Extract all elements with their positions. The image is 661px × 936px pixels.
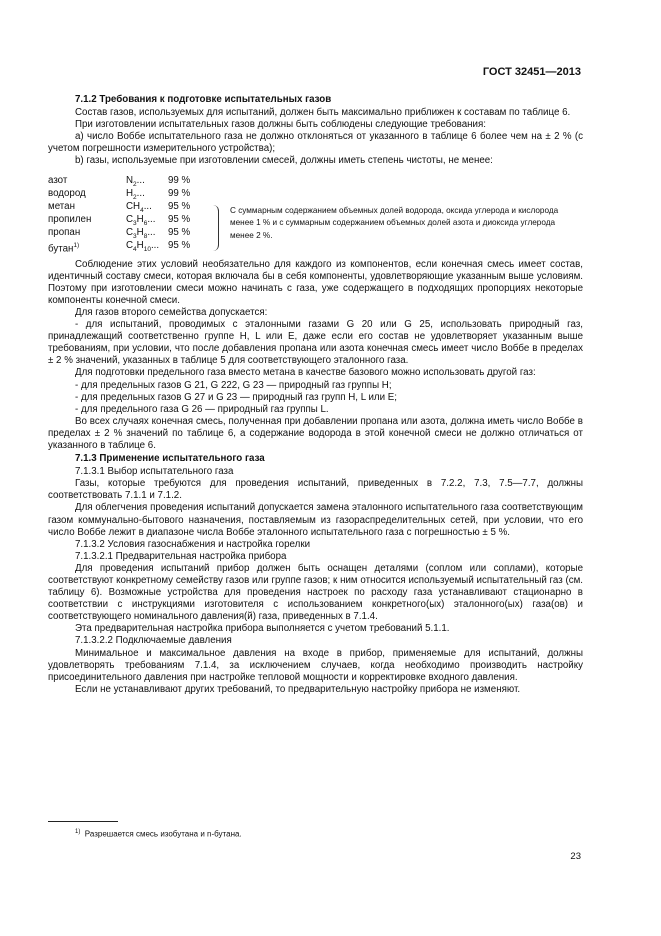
gas-formula: $N_2$... [126, 174, 145, 188]
paragraph: Минимальное и максимальное давления на входе в прибор, применяемые для испытаний, должны удовлетворять требованиям 7.1.4, за исключением случаев, когда необходимо производить настройку присоединительного давления при настройке тепловой мощности и корректировке входного давления. [48, 647, 583, 683]
page-number: 23 [570, 851, 581, 862]
gas-formula: $CH_4$... [126, 200, 152, 214]
paragraph: Эта предварительная настройка прибора выполняется с учетом требований 5.1.1. [75, 623, 450, 635]
subsection-heading-7-1-3-2-1: 7.1.3.2.1 Предварительная настройка прибора [75, 550, 287, 562]
paragraph: При изготовлении испытательных газов должны быть соблюдены следующие требования: [75, 119, 486, 131]
gas-name: пропан [48, 226, 81, 238]
gas-purity: 95 % [168, 226, 191, 238]
paragraph: Для проведения испытаний прибор должен быть оснащен деталями (соплом или соплами), которые соответствуют конкретному семейству газов или группе газов; к ним относится используемый испытательный газ (см. таблицу 6). Возможные устройства для проведения настроек по расходу газа устанавливают стационарно в соответствии с инструкциями изготовителя с использованием конкретного(ых) эталонного(ых) газа(ов) и соответствующего номинального давления(й) газа, приведенных в 7.1.4. [48, 562, 583, 623]
gas-purity: 99 % [168, 187, 191, 199]
paragraph: Если не устанавливают других требований, то предварительную настройку прибора не изменяют. [75, 683, 521, 695]
gas-name: водород [48, 187, 86, 199]
footnote-ref: 1) [73, 241, 80, 249]
gas-purity: 95 % [168, 239, 191, 251]
gas-formula: $C_4H_{10}$... [126, 239, 160, 253]
subsection-heading-7-1-3-2-2: 7.1.3.2.2 Подключаемые давления [75, 635, 232, 647]
gas-purity-list [48, 175, 583, 253]
subsection-heading-7-1-3-1: 7.1.3.1 Выбор испытательного газа [75, 466, 234, 478]
paragraph: Во всех случаях конечная смесь, полученная при добавлении пропана или азота, должна иметь число Воббе в пределах ± 2 % значений по таблице 6, а содержание водорода в этой конечной смеси не должно отличаться от указанного в таблице 6. [48, 415, 583, 451]
paragraph: Для облегчения проведения испытаний допускается замена эталонного испытательного газа соответствующим газом коммунально-бытового назначения, поставляемым из газораспределительных сетей, при условии, что его число Воббе лежит в диапазоне числа Воббе эталонного испытательного газа с погрешностью ± 5 %. [48, 502, 583, 538]
subsection-heading-7-1-3-2: 7.1.3.2 Условия газоснабжения и настройка горелки [75, 538, 311, 550]
gas-purity: 99 % [168, 174, 191, 186]
gas-purity: 95 % [168, 200, 191, 212]
footnote-separator [48, 821, 118, 822]
paragraph: Для газов второго семейства допускается: [75, 306, 268, 318]
gas-name: пропилен [48, 213, 92, 225]
brace [212, 205, 219, 251]
paragraph: Газы, которые требуются для проведения испытаний, приведенных в 7.2.2, 7.3, 7.5—7.7, должны соответствовать 7.1.1 и 7.1.2. [48, 478, 583, 502]
gas-name: азот [48, 174, 68, 186]
gas-formula: $C_3H_8$... [126, 226, 156, 240]
footnote-mark: 1) [75, 829, 81, 835]
paragraph: Для подготовки предельного газа вместо метана в качестве базового можно использовать другой газ: [75, 367, 536, 379]
paragraph: - для испытаний, проводимых с эталонными газами G 20 или G 25, использовать природный газ, принадлежащий соответственно группе H, L или E, даже если его состав не удовлетворяет указанным выше требованиям, при условии, что после добавления пропана или азота конечная смесь имеет число Воббе в пределах ± 2 % значений, указанных в таблице 5 для соответствующего эталонного газа. [48, 319, 583, 367]
section-heading-7-1-2: 7.1.2 Требования к подготовке испытательных газов [75, 94, 332, 105]
section-heading-7-1-3: 7.1.3 Применение испытательного газа [75, 453, 265, 465]
list-item: - для предельных газов G 27 и G 23 — природный газ групп H, L или E; [75, 391, 397, 403]
gas-formula: $H_2$... [126, 187, 145, 201]
gas-formula: $C_3H_6$... [126, 213, 156, 227]
footnote [75, 829, 242, 839]
list-item: - для предельного газа G 26 — природный газ группы L. [75, 403, 329, 415]
gas-name: метан [48, 200, 75, 212]
document-body [48, 93, 583, 696]
gas-purity-note: С суммарным содержанием объемных долей водорода, оксида углерода и кислорода менее 1 % и с суммарным содержанием объемных долей азота и диоксида углерода менее 2 %. [230, 205, 559, 240]
paragraph: Соблюдение этих условий необязательно для каждого из компонентов, если конечная смесь имеет состав, идентичный составу смеси, которая включала бы в себя компоненты, удовлетворяющие указанным выше условиям. Поэтому при изготовлении смеси можно начинать с газа, уже содержащего в подходящих пропорциях некоторые компоненты конечной смеси. [48, 258, 583, 306]
list-item: - для предельных газов G 21, G 222, G 23 — природный газ группы H; [75, 379, 392, 391]
gas-purity: 95 % [168, 213, 191, 225]
gas-name: бутан$^{1)}$ [48, 241, 80, 254]
paragraph: b) газы, используемые при изготовлении смесей, должны иметь степень чистоты, не менее: [75, 155, 493, 167]
paragraph: а) число Воббе испытательного газа не должно отклоняться от указанного в таблице 6 более чем на ± 2 % (с учетом погрешности измерительного устройства); [48, 131, 583, 155]
document-header: ГОСТ 32451—2013 [482, 66, 581, 78]
footnote-text: Разрешается смесь изобутана и n-бутана. [84, 829, 242, 839]
paragraph: Состав газов, используемых для испытаний, должен быть максимально приближен к составам по таблице 6. [75, 107, 571, 119]
